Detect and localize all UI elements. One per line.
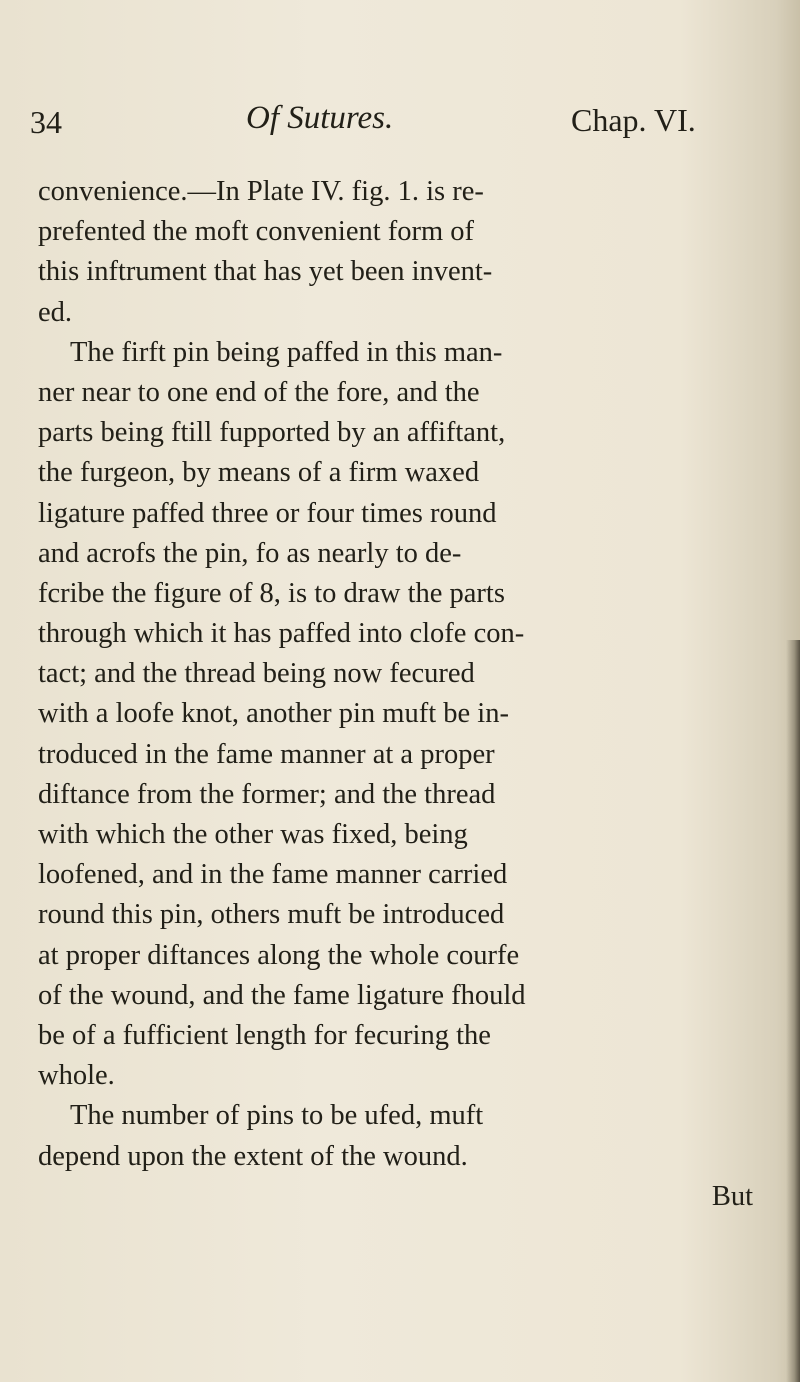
text-line: depend upon the extent of the wound. bbox=[38, 1140, 468, 1172]
text-line: the furgeon, by means of a firm waxed bbox=[38, 457, 480, 489]
catchword: But bbox=[711, 1180, 753, 1212]
text-line: troduced in the fame manner at a proper bbox=[38, 738, 495, 770]
text-line: with which the other was fixed, being bbox=[38, 819, 468, 850]
text-line: be of a fufficient length for fecuring the bbox=[38, 1019, 491, 1051]
page-edge-shadow bbox=[786, 640, 800, 1382]
text-line: round this pin, others muft be introduced bbox=[38, 899, 505, 931]
text-line: ligature paffed three or four times round bbox=[38, 497, 497, 529]
running-header bbox=[30, 100, 770, 150]
text-line: fcribe the figure of 8, is to draw the parts bbox=[38, 577, 505, 609]
text-line: tact; and the thread being now fecured bbox=[38, 658, 475, 690]
text-line: whole. bbox=[38, 1060, 115, 1092]
running-title: Of Sutures. bbox=[246, 100, 394, 136]
text-line: and acrofs the pin, fo as nearly to de- bbox=[38, 537, 462, 569]
text-line: convenience.—In Plate IV. fig. 1. is re- bbox=[38, 176, 484, 207]
text-line: through which it has paffed into clofe con- bbox=[38, 618, 525, 650]
page-number: 34 bbox=[30, 104, 62, 140]
text-line: ner near to one end of the fore, and the bbox=[38, 376, 480, 408]
text-line: at proper diftances along the whole courfe bbox=[38, 939, 520, 971]
text-line: this inftrument that has yet been invent- bbox=[38, 256, 493, 288]
chapter-label: Chap. VI. bbox=[571, 102, 696, 138]
text-line: of the wound, and the fame ligature fhould bbox=[38, 979, 526, 1011]
text-line: ed. bbox=[38, 296, 73, 328]
text-line: The firft pin being paffed in this man- bbox=[70, 336, 503, 368]
text-line: The number of pins to be ufed, muft bbox=[70, 1100, 484, 1132]
text-line: loofened, and in the fame manner carried bbox=[38, 859, 508, 891]
text-line: diftance from the former; and the thread bbox=[38, 778, 496, 810]
text-line: with a loofe knot, another pin muft be in- bbox=[38, 698, 509, 730]
body-text bbox=[38, 172, 778, 1217]
text-line: parts being ftill fupported by an affiftant, bbox=[38, 417, 506, 449]
text-line: prefented the moft convenient form of bbox=[38, 216, 475, 248]
